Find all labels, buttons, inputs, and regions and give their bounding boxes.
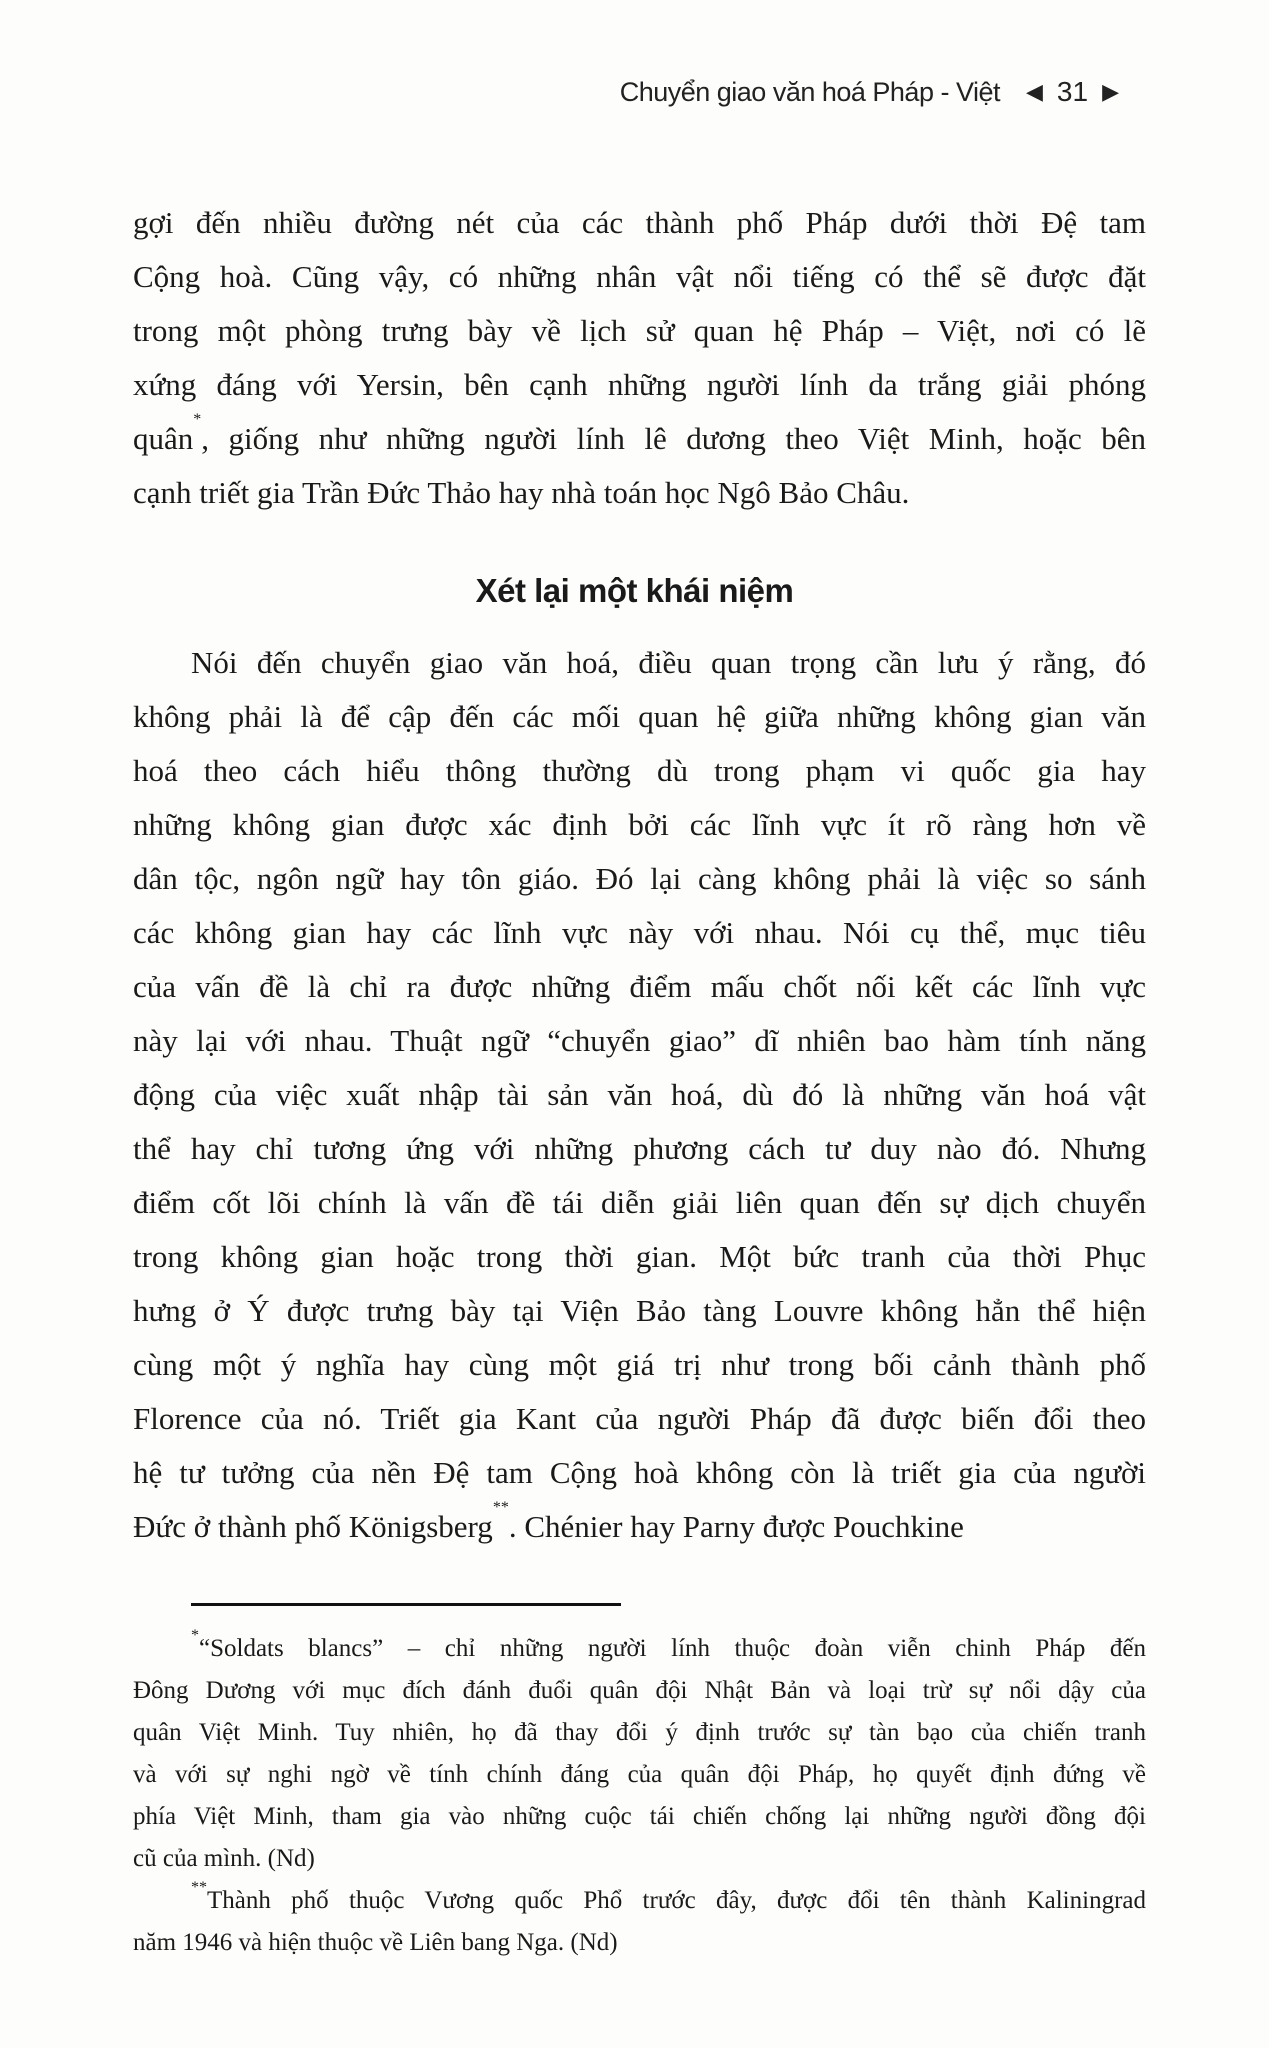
paragraph-2 xyxy=(133,636,1146,1554)
footnote-marker: ** xyxy=(191,1879,207,1896)
section-heading: Xét lại một khái niệm xyxy=(475,572,794,609)
text-line: trong một phòng trưng bày về lịch sử quan hệ Pháp – Việt, nơi có lẽ xyxy=(133,313,1146,348)
text-line: không phải là để cập đến các mối quan hệ giữa những không gian văn xyxy=(133,699,1146,734)
text-line: năm 1946 và hiện thuộc về Liên bang Nga. (Nd) xyxy=(133,1929,618,1956)
footnote-reference: ** xyxy=(492,1499,509,1516)
text-line: này lại với nhau. Thuật ngữ “chuyển giao” dĩ nhiên bao hàm tính năng xyxy=(133,1023,1146,1058)
text-line: hưng ở Ý được trưng bày tại Viện Bảo tàng Louvre không hẳn thể hiện xyxy=(133,1293,1146,1328)
triangle-left-icon: ◀ xyxy=(1026,79,1043,104)
text-line: quân*, giống như những người lính lê dương theo Việt Minh, hoặc bên xyxy=(133,411,1146,456)
text-line: hệ tư tưởng của nền Đệ tam Cộng hoà không còn là triết gia của người xyxy=(133,1455,1146,1490)
text-line: động của việc xuất nhập tài sản văn hoá, dù đó là những văn hoá vật xyxy=(133,1077,1146,1112)
footnote-1 xyxy=(133,1628,1146,1880)
triangle-right-icon: ▶ xyxy=(1102,79,1119,104)
text-line: xứng đáng với Yersin, bên cạnh những người lính da trắng giải phóng xyxy=(133,367,1146,402)
text-line: cạnh triết gia Trần Đức Thảo hay nhà toán học Ngô Bảo Châu. xyxy=(133,475,910,510)
text-line: điểm cốt lõi chính là vấn đề tái diễn giải liên quan đến sự dịch chuyển xyxy=(133,1185,1146,1220)
text-line: Đức ở thành phố Königsberg**. Chénier hay Parny được Pouchkine xyxy=(133,1499,964,1544)
text-line: trong không gian hoặc trong thời gian. Một bức tranh của thời Phục xyxy=(133,1239,1146,1274)
text-line: thể hay chỉ tương ứng với những phương cách tư duy nào đó. Nhưng xyxy=(133,1131,1146,1166)
text-line: phía Việt Minh, tham gia vào những cuộc tái chiến chống lại những người đồng đội xyxy=(133,1803,1146,1830)
text-line: và với sự nghi ngờ về tính chính đáng của quân đội Pháp, họ quyết định đứng về xyxy=(133,1761,1146,1788)
text-line: cùng một ý nghĩa hay cùng một giá trị như trong bối cảnh thành phố xyxy=(133,1347,1146,1382)
text-line: Đông Dương với mục đích đánh đuổi quân đội Nhật Bản và loại trừ sự nổi dậy của xyxy=(133,1677,1146,1704)
text-line: quân Việt Minh. Tuy nhiên, họ đã thay đổi ý định trước sự tàn bạo của chiến tranh xyxy=(133,1719,1146,1746)
running-header xyxy=(620,76,1119,108)
text-line: gợi đến nhiều đường nét của các thành phố Pháp dưới thời Đệ tam xyxy=(133,205,1146,240)
text-line: của vấn đề là chỉ ra được những điểm mấu chốt nối kết các lĩnh vực xyxy=(133,969,1146,1004)
text-line: những không gian được xác định bởi các lĩnh vực ít rõ ràng hơn về xyxy=(133,807,1146,842)
text-line: hoá theo cách hiểu thông thường dù trong phạm vi quốc gia hay xyxy=(133,753,1146,788)
text-line: Nói đến chuyển giao văn hoá, điều quan trọng cần lưu ý rằng, đó xyxy=(191,645,1146,680)
text-line: **Thành phố thuộc Vương quốc Phổ trước đây, được đổi tên thành Kaliningrad xyxy=(191,1879,1146,1914)
text-line: Florence của nó. Triết gia Kant của người Pháp đã được biến đổi theo xyxy=(133,1401,1146,1436)
paragraph-1 xyxy=(133,196,1146,520)
text-line: *“Soldats blancs” – chỉ những người lính thuộc đoàn viễn chinh Pháp đến xyxy=(191,1627,1146,1662)
text-line: các không gian hay các lĩnh vực này với nhau. Nói cụ thể, mục tiêu xyxy=(133,915,1146,950)
footnote-divider xyxy=(191,1603,621,1606)
text-line: dân tộc, ngôn ngữ hay tôn giáo. Đó lại càng không phải là việc so sánh xyxy=(133,861,1146,896)
text-line: Cộng hoà. Cũng vậy, có những nhân vật nổi tiếng có thể sẽ được đặt xyxy=(133,259,1146,294)
page-number: 31 xyxy=(1056,76,1089,107)
footnote-marker: * xyxy=(191,1627,199,1644)
footnote-reference: * xyxy=(193,411,202,428)
footnote-2 xyxy=(133,1880,1146,1964)
text-line: cũ của mình. (Nd) xyxy=(133,1845,315,1872)
running-title: Chuyển giao văn hoá Pháp - Việt xyxy=(619,76,1000,107)
